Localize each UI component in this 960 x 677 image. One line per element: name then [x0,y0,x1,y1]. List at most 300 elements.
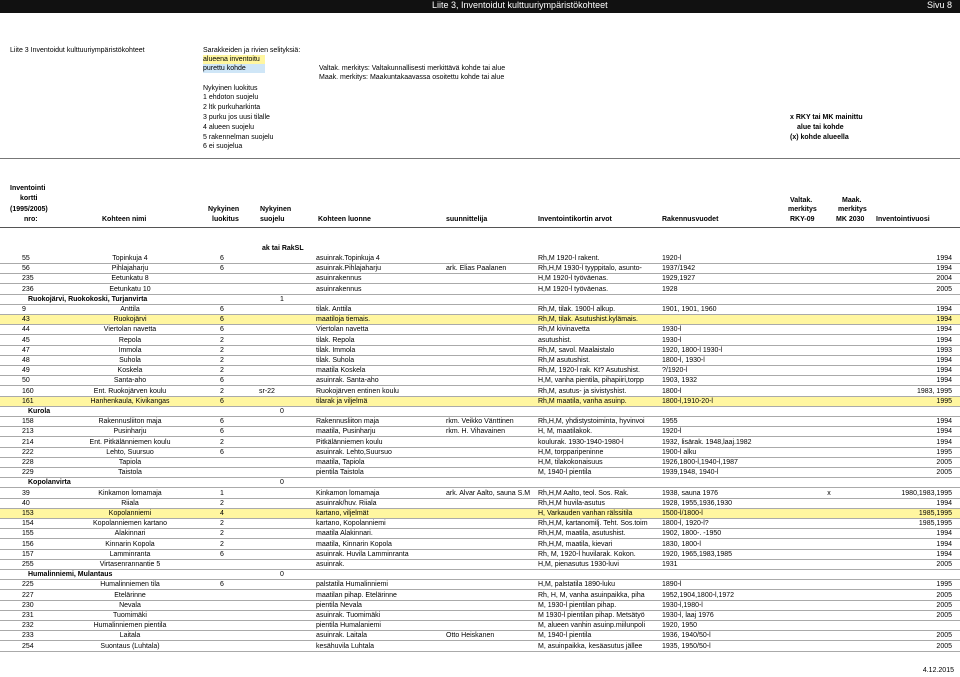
cell-luok: 2 [220,540,224,548]
cell-rak: ?/1920-l [662,367,688,375]
cell-inv: M 1930-l pientilan pihap. Metsätyö [538,612,645,619]
cell-nro: 156 [22,540,34,548]
cell-rak: 1952,1904,1800-l,1972 [662,591,735,599]
cell-kohde: kartano, viljelmät [316,510,369,517]
table-row [0,427,960,437]
cell-vuosi: 1994 [936,306,952,313]
cell-nimi: Kinnarin Kopola [105,540,155,548]
section-name: Humalinniemi, Mulantaus [28,571,113,579]
cell-rak: 1890-l [662,581,682,589]
cell-luok: 6 [220,550,224,558]
table-row [0,305,960,315]
cell-inv: Rh,M, asutus- ja sivistyshist. [538,387,627,395]
cell-rak: 1902, 1800-. -1950 [662,530,722,538]
cell-vuosi: 1994 [936,418,952,426]
section-row [0,478,960,488]
cell-suun: Otto Heiskanen [446,632,495,640]
cell-suun: rkm. Veikko Vänttinen [446,418,514,426]
cell-nimi: Ent. Pitkälänniemen koulu [89,438,171,446]
table-row [0,601,960,611]
table-row [0,376,960,386]
cell-kohde: maatila Koskela [316,367,366,375]
cell-nimi: Ent. Ruokojärven koulu [93,387,167,395]
cell-nro: 50 [22,377,30,385]
page-number: Sivu 8 [926,0,952,10]
cell-nro: 40 [22,499,30,507]
cell-nimi: Kopolanniemen kartano [93,520,167,528]
section-row [0,570,960,580]
cell-nro: 153 [22,510,34,517]
cell-rak: 1935, 1950/50-l [662,642,711,650]
cell-nro: 213 [22,428,34,436]
cell-rak: 1928 [662,285,678,293]
col-header-invvuosi: Inventointivuosi [876,216,930,223]
cell-luok: 6 [220,326,224,334]
cell-luok: 6 [220,306,224,313]
cell-kohde: maatila, Pusinharju [316,428,376,436]
cell-nro: 55 [22,255,30,262]
cell-rak: 1930-l [662,326,682,334]
legend-right-3: (x) kohde alueella [790,134,849,141]
cell-nimi: Eetunkatu 8 [111,275,149,283]
cell-kohde: Kinkamon lomamaja [316,489,380,497]
cell-vuosi: 2005 [936,591,952,599]
cell-kohde: pientila Nevala [316,601,362,609]
cell-kohde: maatiloja tiemais. [316,316,371,324]
cell-vuosi: 1980,1983,1995 [901,489,952,497]
cell-luok: 2 [220,438,224,446]
cell-rak: 1920, 1965,1983,1985 [662,550,733,558]
cell-inv: Rh,M maatila, vanha asuinp. [538,397,627,405]
cell-nimi: Lehto, Suursuo [106,448,154,456]
cell-rak: 1930-l [662,336,682,344]
cell-kohde: asuinrak/huv. Riiala [316,499,377,507]
section-name: Ruokojärvi, Ruokokoski, Turjanvirta [28,295,148,303]
col-header-luonne: Kohteen luonne [318,216,371,223]
cell-rak: 1920-l [662,428,682,436]
cell-suun: rkm. H. Vihavainen [446,428,506,436]
cell-rak: 1937/1942 [662,265,696,273]
cell-nimi: Etelärinne [114,591,146,599]
table-row [0,591,960,601]
cell-nro: 236 [22,285,34,293]
cell-inv: H,M 1920-l työväenas. [538,285,609,293]
cell-rak: 1955 [662,418,678,426]
cell-luok: 6 [220,428,224,436]
cell-inv: asutushist. [538,336,572,344]
cell-vuosi: 1994 [936,255,952,262]
cell-kohde: tilak. Repola [316,336,355,344]
cell-nro: 233 [22,632,34,640]
legend-luokitus-5: 5 rakennelman suojelu [203,134,274,141]
cell-rak: 1903, 1932 [662,377,698,385]
cell-inv: Rh,H,M Aalto, teol. Sos. Rak. [538,489,629,497]
cell-kohde: Ruokojärven entinen koulu [316,387,399,395]
cell-kohde: palstatila Humalinniemi [316,581,388,589]
cell-kohde: asuinrak.Pihlajaharju [316,265,381,273]
col-header-inv-kortti-1: Inventointi [10,185,46,192]
cell-vuosi: 1995 [936,581,952,589]
cell-kohde: maatila, Tapiola [316,459,365,466]
cell-nro: 43 [22,316,30,324]
cell-vuosi: 1994 [936,530,952,538]
cell-suo: sr-22 [259,387,275,395]
table-row [0,336,960,346]
cell-nimi: Eetunkatu 10 [109,285,151,293]
section-name: Kopolanvirta [28,479,71,487]
table-row [0,519,960,529]
cell-inv: Rh,H,M, kartanomilj. Teht. Sos.toim [538,520,648,528]
cell-kohde: kartano, Kopolanniemi [316,520,386,528]
cell-vuosi: 2005 [936,469,952,477]
cell-inv: Rh,H,M, maatila, kievari [538,540,613,548]
cell-inv: Rh,M, tilak. Asutushist.kylämais. [538,316,638,324]
cell-vuosi: 1995 [936,448,952,456]
divider [0,158,960,159]
cell-nimi: Kopolanniemi [108,510,152,517]
col-header-luokitus-1: Nykyinen [208,206,240,213]
cell-nimi: Rakennusliiton maja [98,418,162,426]
cell-inv: Rh,M kivinavetta [538,326,590,334]
table-row [0,417,960,427]
cell-nro: 228 [22,459,34,466]
cell-rak: 1931 [662,561,678,568]
cell-inv: Rh, M, 1920-l huvilarak. Kokon. [538,550,636,558]
cell-nro: 158 [22,418,34,426]
col-header-rakennusvuodet: Rakennusvuodet [662,216,719,223]
cell-nimi: Koskela [117,367,143,375]
cell-rak: 1800-l, 1930-l [662,357,705,364]
legend-maak: Maak. merkitys: Maakuntakaavassa osoitettu kohde tai alue [319,74,505,81]
table-row [0,366,960,376]
table-row [0,254,960,264]
cell-nro: 214 [22,438,34,446]
cell-nimi: Immola [118,346,142,354]
cell-luok: 6 [220,581,224,589]
cell-kohde: asuinrakennus [316,285,362,293]
cell-rak: 1930-l, laaj 1976 [662,612,714,619]
cell-nro: 48 [22,357,30,364]
cell-vuosi: 1994 [936,326,952,334]
cell-nimi: Pihlajaharju [111,265,149,273]
table-row [0,550,960,560]
cell-nro: 222 [22,448,34,456]
cell-luok: 2 [220,346,224,354]
cell-nimi: Alakinnari [114,530,146,538]
footer-date: 4.12.2015 [922,667,954,674]
section-number: 1 [280,295,284,303]
cell-vuosi: 2005 [936,285,952,293]
cell-inv: M, 1940-l pientila [538,632,592,640]
table-row [0,621,960,631]
cell-inv: H,M 1920-l työväenas. [538,275,609,283]
cell-vuosi: 1985,1995 [918,510,952,517]
cell-rak: 1928, 1955,1936,1930 [662,499,733,507]
cell-inv: Rh,H,M 1930-l tyyppitalo, asunto- [538,265,642,273]
cell-suun: ark. Elias Paalanen [446,265,507,273]
table-row [0,499,960,509]
cell-kohde: maatila Alakinnari. [316,530,373,538]
cell-nro: 39 [22,489,30,497]
cell-nimi: Nevala [119,601,141,609]
cell-vuosi: 2005 [936,601,952,609]
cell-nro: 160 [22,387,34,395]
cell-rak: 1800-l, 1920-l? [662,520,709,528]
legend-right-2: alue tai kohde [797,124,844,131]
cell-nimi: Suhola [119,357,141,364]
cell-vuosi: 1993 [936,346,952,354]
cell-nro: 44 [22,326,30,334]
cell-vuosi: 1995 [936,397,952,405]
cell-kohde: asuinrak. Laitala [316,632,367,640]
table-row [0,560,960,570]
legend-luokitus-3: 3 purku jos uusi tilalle [203,114,270,121]
cell-nimi: Tapiola [118,459,142,466]
cell-kohde: Pitkälänniemen koulu [316,438,383,446]
cell-nimi: Santa-aho [113,377,147,385]
cell-inv: Rh,M asutushist. [538,357,591,364]
cell-luok: 2 [220,530,224,538]
col-header-arvot: Inventointikortin arvot [538,216,612,223]
cell-vuosi: 1994 [936,265,952,273]
legend-luokitus-6: 6 ei suojelua [203,143,243,150]
table-row [0,264,960,274]
cell-rak: 1926,1800-l,1940-l,1987 [662,459,738,466]
table-row [0,509,960,519]
cell-kohde: maatila, Kinnarin Kopola [316,540,392,548]
header-rule [0,227,960,228]
cell-inv: M, 1930-l pientilan pihap. [538,601,617,609]
cell-inv: Rh,H,M, maatila, asutushist. [538,530,626,538]
cell-vuosi: 1985,1995 [918,520,952,528]
col-header-valtak-2: merkitys [788,206,817,213]
cell-nimi: Repola [118,336,142,344]
table-row [0,540,960,550]
cell-nro: 225 [22,581,34,589]
cell-rak: 1920, 1800-l 1930-l [662,346,723,354]
table-row [0,458,960,468]
col-header-valtak-1: Valtak. [790,197,813,204]
table-row [0,274,960,284]
table-row [0,580,960,590]
cell-nimi: Lamminranta [109,550,151,558]
table-row [0,631,960,641]
cell-inv: H,M, torpparipeninne [538,448,604,456]
cell-nimi: Taistola [118,469,142,477]
cell-vuosi: 1994 [936,367,952,375]
cell-luok: 2 [220,387,224,395]
cell-rak: 1920, 1950 [662,622,698,630]
legend-right-1: x RKY tai MK mainittu [790,114,863,121]
cell-kohde: pientila Humalaniemi [316,622,381,630]
section-number: 0 [280,408,284,415]
cell-rak: 1920-l [662,255,682,262]
cell-nimi: Tuomimäki [113,612,147,619]
cell-nro: 230 [22,601,34,609]
table-row [0,285,960,295]
section-name: Kurola [28,408,51,415]
cell-rak: 1936, 1940/50-l [662,632,711,640]
cell-kohde: asuinrak. Tuomimäki [316,612,381,619]
table-row [0,387,960,397]
cell-nro: 154 [22,520,34,528]
cell-kohde: maatilan pihap. Etelärinne [316,591,397,599]
cell-nro: 254 [22,642,34,650]
cell-inv: Rh,M, tilak. 1900-l alkup. [538,306,616,313]
cell-vuosi: 1994 [936,357,952,364]
cell-kohde: Viertolan navetta [316,326,369,334]
cell-vuosi: 1994 [936,550,952,558]
col-header-maak-2: merkitys [838,206,867,213]
cell-vuosi: 2005 [936,612,952,619]
cell-nro: 45 [22,336,30,344]
col-header-maak-3: MK 2030 [836,216,865,223]
cell-luok: 6 [220,255,224,262]
cell-nro: 231 [22,612,34,619]
cell-inv: Rh,H,M huvila-asutus [538,499,605,507]
cell-luok: 2 [220,367,224,375]
cell-kohde: asuinrak.Topinkuja 4 [316,255,380,262]
table-row [0,315,960,325]
window-title: Liite 3, Inventoidut kulttuuriympäristökohteet [432,0,608,10]
cell-luok: 6 [220,397,224,405]
cell-kohde: tilarak ja viljelmä [316,397,368,405]
cell-luok: 4 [220,510,224,517]
cell-kohde: Rakennusliiton maja [316,418,380,426]
cell-luok: 2 [220,336,224,344]
cell-suun: ark. Alvar Aalto, sauna S.M [446,489,530,497]
section-number: 0 [280,479,284,487]
cell-kohde: tilak. Immola [316,346,356,354]
col-header-suojelu-1: Nykyinen [260,206,292,213]
legend-luokitus-1: 1 ehdoton suojelu [203,94,259,101]
cell-kohde: tilak. Suhola [316,357,355,364]
col-header-valtak-3: RKY-09 [790,216,815,223]
cell-vuosi: 2005 [936,632,952,640]
cell-inv: M, alueen vanhin asuinp.miilunpoli [538,622,646,630]
cell-nro: 255 [22,561,34,568]
cell-luok: 6 [220,418,224,426]
cell-luok: 6 [220,377,224,385]
cell-luok: 2 [220,520,224,528]
table-row [0,438,960,448]
legend-luokitus-4: 4 alueen suojelu [203,124,254,131]
col-header-suunnittelija: suunnittelija [446,216,488,223]
cell-vuosi: 1994 [936,377,952,385]
cell-vuosi: 1994 [936,540,952,548]
cell-nimi: Viertolan navetta [103,326,157,334]
cell-nimi: Hanhenkaula, Kivikangas [90,397,170,405]
section-number: 0 [280,571,284,579]
cell-inv: H,M, palstatila 1890-luku [538,581,616,589]
col-header-luokitus-2: luokitus [212,216,239,223]
legend-luokitus-2: 2 ltk purkuharkinta [203,104,261,111]
col-header-kohteen-nimi: Kohteen nimi [102,216,147,223]
cell-kohde: pientila Taistola [316,469,364,477]
cell-inv: Rh,M, 1920-l rak. Kt? Asutushist. [538,367,640,375]
section-row [0,407,960,417]
cell-nimi: Laitala [119,632,141,640]
cell-rak: 1938, sauna 1976 [662,489,719,497]
cell-nro: 47 [22,346,30,354]
cell-nimi: Topinkuja 4 [112,255,148,262]
cell-rak: 1800-l [662,387,682,395]
cell-kohde: kesähuvila Luhtala [316,642,374,650]
cell-valt: x [827,489,831,497]
cell-rak: 1900-l alku [662,448,697,456]
table-row [0,356,960,366]
cell-luok: 1 [220,489,224,497]
cell-vuosi: 1983, 1995 [916,387,952,395]
cell-vuosi: 2005 [936,642,952,650]
cell-inv: H,M, tilakokonaisuus [538,459,603,466]
table-row [0,397,960,407]
cell-nimi: Suontaus (Luhtala) [100,642,160,650]
cell-kohde: asuinrak. Santa-aho [316,377,379,385]
cell-nimi: Humalinniemen pientila [93,622,167,630]
legend-purettu: purettu kohde [203,64,265,73]
cell-nro: 227 [22,591,34,599]
cell-kohde: tilak. Anttila [316,306,352,313]
table-row [0,468,960,478]
cell-rak: 1500-l/1800-l [662,510,703,517]
cell-rak: 1939,1948, 1940-l [662,469,719,477]
table-row [0,346,960,356]
legend-alueena: alueena inventoitu [203,55,265,64]
cell-nimi: Anttila [120,306,140,313]
cell-nimi: Kinkamon lomamaja [98,489,162,497]
cell-inv: Rh, H, M, vanha asuinpaikka, piha [538,591,645,599]
table-row [0,448,960,458]
document-title: Liite 3 Inventoidut kulttuuriympäristökohteet [10,47,145,54]
cell-vuosi: 2005 [936,561,952,568]
cell-nro: 232 [22,622,34,630]
cell-inv: koulurak. 1930-1940-1980-l [538,438,624,446]
table-row [0,611,960,621]
cell-nimi: Virtasenrannantie 5 [99,561,161,568]
table-row [0,642,960,652]
cell-inv: H,M, pienasutus 1930-luvi [538,561,619,568]
cell-kohde: asuinrak. Lehto,Suursuo [316,448,392,456]
cell-inv: Rh,M, savol. Maalaistalo [538,346,615,354]
cell-kohde: asuinrak. Huvila Lamminranta [316,550,409,558]
cell-vuosi: 1994 [936,428,952,436]
cell-rak: 1930-l,1980-l [662,601,703,609]
cell-nro: 229 [22,469,34,477]
col-header-inv-kortti-4: nro: [24,216,38,223]
cell-inv: M, 1940-l pientila [538,469,592,477]
cell-rak: 1901, 1901, 1960 [662,306,717,313]
cell-luok: 6 [220,265,224,273]
cell-inv: H, Varkauden vanhan rälssitila [538,510,633,517]
table-row [0,489,960,499]
table-row [0,325,960,335]
cell-vuosi: 2005 [936,459,952,466]
cell-inv: Rh,M 1920-l rakent. [538,255,600,262]
legend-heading: Sarakkeiden ja rivien selityksiä: [203,47,301,54]
cell-vuosi: 1994 [936,499,952,507]
cell-vuosi: 1994 [936,336,952,344]
cell-luok: 2 [220,357,224,364]
legend-valtak: Valtak. merkitys: Valtakunnallisesti merkittävä kohde tai alue [319,65,506,72]
cell-inv: H, M, maatilakok. [538,428,593,436]
col-header-maak-1: Maak. [842,197,862,204]
cell-vuosi: 2004 [936,275,952,283]
subheader-ak-raksl: ak tai RakSL [262,245,304,252]
cell-nro: 235 [22,275,34,283]
cell-vuosi: 1994 [936,316,952,324]
cell-rak: 1929,1927 [662,275,696,283]
